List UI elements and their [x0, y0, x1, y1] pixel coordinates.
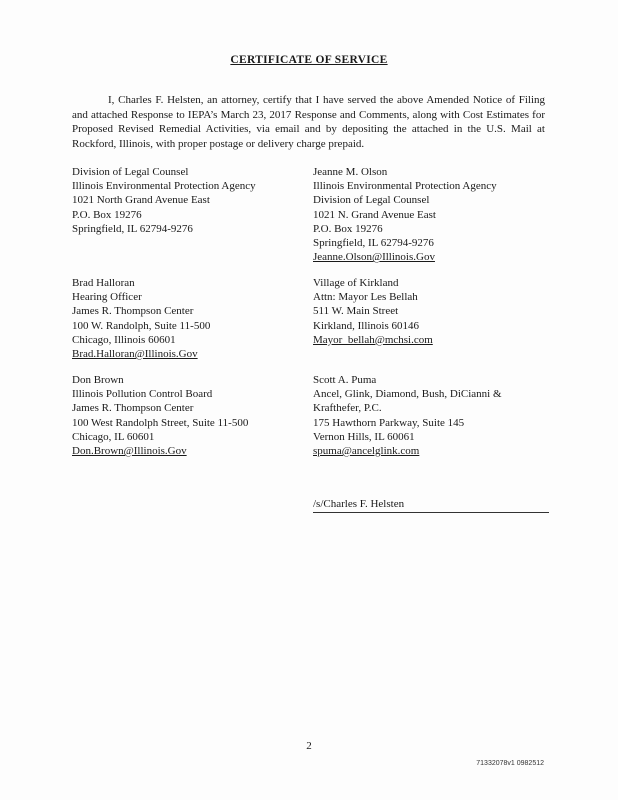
certification-paragraph: I, Charles F. Helsten, an attorney, certify that I have served the above Amended Notice of Filing and attached Response to IEPA’s March 23, 2017 Response and Comments, along with Cost Estimates for Proposed Revised Remedial Activities, via email and by depositing the attached in the U.S. Mail at Rockford, Illinois, with proper postage or delivery charge prepaid. [72, 94, 545, 150]
address-line: 1021 North Grand Avenue East [72, 194, 210, 207]
address-line: Kirkland, Illinois 60146 [313, 319, 420, 332]
address-line: Don Brown [72, 374, 124, 386]
email-link[interactable]: spuma@ancelglink.com [313, 445, 420, 458]
address-line: 1021 N. Grand Avenue East [313, 208, 436, 221]
address-line: Illinois Pollution Control Board [72, 388, 213, 401]
address-line: Vernon Hills, IL 60061 [313, 430, 415, 443]
document-id: 71332078v1 0982512 [476, 760, 544, 767]
title-text: CERTIFICATE OF SERVICE [230, 54, 388, 66]
address-line: 175 Hawthorn Parkway, Suite 145 [313, 416, 465, 429]
address-line: P.O. Box 19276 [72, 208, 142, 221]
address-line: Ancel, Glink, Diamond, Bush, DiCianni & [313, 388, 502, 401]
address-line: 100 West Randolph Street, Suite 11-500 [72, 416, 249, 429]
email-link[interactable]: Mayor_bellah@mchsi.com [313, 333, 433, 346]
document-title [0, 54, 618, 66]
recipient-halloran [72, 276, 210, 361]
address-line: Illinois Environmental Protection Agency [72, 180, 256, 193]
address-line: Brad Halloran [72, 277, 135, 289]
address-line: Hearing Officer [72, 291, 142, 304]
address-line: Village of Kirkland [313, 277, 399, 289]
address-line: Illinois Environmental Protection Agency [313, 180, 497, 193]
page-number: 2 [306, 740, 312, 752]
address-line: P.O. Box 19276 [313, 222, 383, 235]
recipient-kirkland [313, 276, 433, 347]
email-link[interactable]: Jeanne.Olson@Illinois.Gov [313, 251, 435, 264]
address-line: Springfield, IL 62794-9276 [72, 222, 193, 235]
address-line: Krafthefer, P.C. [313, 402, 382, 415]
email-link[interactable]: Brad.Halloran@Illinois.Gov [72, 348, 198, 361]
address-line: Chicago, Illinois 60601 [72, 333, 176, 346]
address-line: Scott A. Puma [313, 374, 377, 386]
address-line: Division of Legal Counsel [313, 194, 430, 207]
address-line: James R. Thompson Center [72, 305, 194, 318]
address-line: 100 W. Randolph, Suite 11-500 [72, 319, 211, 332]
address-line: James R. Thompson Center [72, 402, 194, 415]
recipient-puma [313, 373, 502, 458]
address-line: Springfield, IL 62794-9276 [313, 237, 434, 250]
signature-line: /s/Charles F. Helsten [313, 497, 549, 513]
address-line: Chicago, IL 60601 [72, 430, 155, 443]
recipient-olson [313, 165, 497, 264]
address-line: Attn: Mayor Les Bellah [313, 291, 418, 304]
email-link[interactable]: Don.Brown@Illinois.Gov [72, 445, 187, 458]
address-line: Division of Legal Counsel [72, 166, 189, 178]
recipient-legal-counsel [72, 165, 256, 236]
address-line: Jeanne M. Olson [313, 166, 388, 178]
recipient-brown [72, 373, 248, 458]
address-line: 511 W. Main Street [313, 305, 399, 318]
